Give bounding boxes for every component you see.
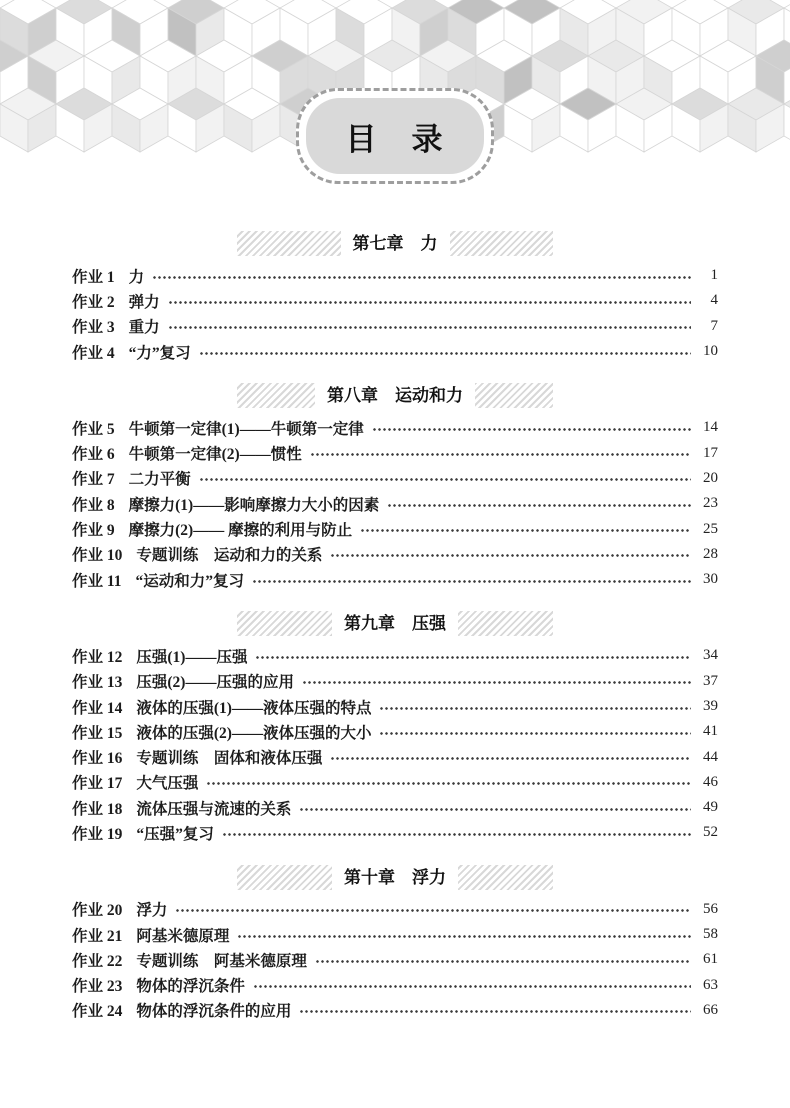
toc-entry — [72, 288, 718, 313]
entry-label: 作业 23 — [72, 978, 123, 996]
dot-leader-icon — [169, 301, 691, 304]
entry-title: 弹力 — [128, 293, 160, 311]
dot-leader-icon — [169, 326, 691, 329]
dot-leader-icon — [388, 504, 691, 507]
toc-list — [72, 415, 718, 592]
entry-page-number: 37 — [703, 672, 718, 689]
entry-page-number: 23 — [703, 495, 718, 512]
toc-entry — [72, 998, 718, 1023]
entry-title: 摩擦力(2)—— 摩擦的利用与防止 — [128, 522, 353, 540]
dot-leader-icon — [153, 276, 691, 279]
entry-label: 作业 4 — [72, 344, 115, 362]
chapter-title: 第十章 浮力 — [332, 865, 458, 890]
entry-title: 浮力 — [136, 902, 168, 920]
entry-title: “压强”复习 — [136, 825, 214, 843]
entry-title: “力”复习 — [128, 344, 191, 362]
entry-label: 作业 14 — [72, 699, 123, 717]
entry-label: 作业 20 — [72, 902, 123, 920]
entry-label: 作业 17 — [72, 775, 123, 793]
entry-title: 流体压强与流速的关系 — [136, 800, 292, 818]
toc-entry — [72, 820, 718, 845]
entry-label: 作业 2 — [72, 293, 115, 311]
toc-section — [72, 231, 718, 364]
entry-page-number: 14 — [703, 419, 718, 436]
entry-page-number: 17 — [703, 444, 718, 461]
entry-label: 作业 22 — [72, 952, 123, 970]
toc-entry — [72, 415, 718, 440]
entry-page-number: 4 — [710, 292, 718, 309]
entry-page-number: 66 — [703, 1001, 718, 1018]
entry-page-number: 1 — [710, 267, 718, 284]
dot-leader-icon — [311, 453, 691, 456]
toc-list — [72, 643, 718, 845]
dot-leader-icon — [373, 428, 691, 431]
chapter-heading-bar — [237, 383, 553, 408]
dot-leader-icon — [331, 554, 691, 557]
toc-list — [72, 263, 718, 364]
dot-leader-icon — [300, 1010, 691, 1013]
chapter-heading-bar — [237, 231, 553, 256]
entry-page-number: 44 — [703, 748, 718, 765]
entry-label: 作业 1 — [72, 268, 115, 286]
toc-entry — [72, 897, 718, 922]
entry-label: 作业 13 — [72, 674, 123, 692]
page-title: 目 录 — [345, 121, 445, 157]
dot-leader-icon — [200, 478, 691, 481]
entry-page-number: 49 — [703, 799, 718, 816]
chapter-heading-bar — [237, 611, 553, 636]
dot-leader-icon — [223, 833, 691, 836]
toc-title-pill — [306, 98, 484, 174]
entry-title: 摩擦力(1)——影响摩擦力大小的因素 — [128, 496, 380, 514]
entry-label: 作业 9 — [72, 522, 115, 540]
toc-entry — [72, 542, 718, 567]
toc-entry — [72, 516, 718, 541]
entry-title: 物体的浮沉条件 — [136, 978, 245, 996]
dot-leader-icon — [253, 580, 691, 583]
dot-leader-icon — [207, 782, 691, 785]
entry-title: 压强(2)——压强的应用 — [136, 674, 294, 692]
entry-label: 作业 6 — [72, 446, 115, 464]
entry-title: “运动和力”复习 — [135, 572, 245, 590]
toc-entry — [72, 744, 718, 769]
entry-title: 力 — [128, 268, 145, 286]
entry-title: 物体的浮沉条件的应用 — [136, 1003, 292, 1021]
toc-entry — [72, 669, 718, 694]
entry-page-number: 28 — [703, 545, 718, 562]
toc-section — [72, 611, 718, 845]
toc-entry — [72, 973, 718, 998]
toc-entry — [72, 694, 718, 719]
entry-title: 二力平衡 — [128, 471, 191, 489]
dot-leader-icon — [300, 808, 691, 811]
entry-page-number: 61 — [703, 951, 718, 968]
entry-page-number: 30 — [703, 571, 718, 588]
toc-title-box — [296, 88, 494, 184]
entry-title: 压强(1)——压强 — [136, 648, 248, 666]
toc-entry — [72, 263, 718, 288]
chapter-title: 第八章 运动和力 — [315, 383, 475, 408]
entry-label: 作业 7 — [72, 471, 115, 489]
toc-entry — [72, 567, 718, 592]
toc-section — [72, 865, 718, 1023]
entry-label: 作业 15 — [72, 724, 123, 742]
entry-label: 作业 5 — [72, 420, 115, 438]
toc-entry — [72, 440, 718, 465]
entry-page-number: 7 — [710, 317, 718, 334]
toc-entry — [72, 719, 718, 744]
toc-list — [72, 897, 718, 1023]
entry-label: 作业 8 — [72, 496, 115, 514]
toc-entry — [72, 922, 718, 947]
toc-entry — [72, 314, 718, 339]
dot-leader-icon — [256, 656, 691, 659]
entry-title: 专题训练 阿基米德原理 — [136, 952, 307, 970]
dot-leader-icon — [380, 732, 691, 735]
entry-label: 作业 16 — [72, 750, 123, 768]
chapter-title: 第九章 压强 — [332, 611, 458, 636]
entry-label: 作业 21 — [72, 927, 123, 945]
dot-leader-icon — [176, 909, 691, 912]
dot-leader-icon — [254, 985, 691, 988]
chapter-title: 第七章 力 — [341, 231, 450, 256]
dot-leader-icon — [380, 707, 691, 710]
entry-page-number: 46 — [703, 773, 718, 790]
decorative-header-band — [0, 0, 790, 185]
entry-page-number: 34 — [703, 647, 718, 664]
entry-title: 液体的压强(1)——液体压强的特点 — [136, 699, 372, 717]
entry-title: 大气压强 — [136, 775, 199, 793]
dot-leader-icon — [200, 352, 691, 355]
entry-label: 作业 24 — [72, 1003, 123, 1021]
entry-page-number: 10 — [703, 343, 718, 360]
entry-title: 重力 — [128, 319, 160, 337]
entry-label: 作业 18 — [72, 800, 123, 818]
toc-entry — [72, 795, 718, 820]
toc-entry — [72, 947, 718, 972]
entry-label: 作业 11 — [72, 572, 122, 590]
toc-entry — [72, 339, 718, 364]
entry-title: 专题训练 固体和液体压强 — [136, 750, 323, 768]
entry-label: 作业 3 — [72, 319, 115, 337]
entry-page-number: 52 — [703, 824, 718, 841]
dot-leader-icon — [238, 935, 691, 938]
toc-section — [72, 383, 718, 592]
toc-entry — [72, 491, 718, 516]
entry-title: 液体的压强(2)——液体压强的大小 — [136, 724, 372, 742]
dot-leader-icon — [331, 757, 691, 760]
toc-entry — [72, 466, 718, 491]
chapter-heading-bar — [237, 865, 553, 890]
toc-content — [0, 231, 790, 1023]
entry-title: 阿基米德原理 — [136, 927, 230, 945]
dot-leader-icon — [361, 529, 691, 532]
entry-page-number: 25 — [703, 520, 718, 537]
entry-page-number: 58 — [703, 926, 718, 943]
entry-page-number: 41 — [703, 723, 718, 740]
dot-leader-icon — [316, 960, 691, 963]
entry-title: 牛顿第一定律(2)——惯性 — [128, 446, 302, 464]
toc-entry — [72, 770, 718, 795]
entry-page-number: 20 — [703, 469, 718, 486]
entry-label: 作业 12 — [72, 648, 123, 666]
toc-entry — [72, 643, 718, 668]
entry-title: 牛顿第一定律(1)——牛顿第一定律 — [128, 420, 364, 438]
dot-leader-icon — [303, 681, 691, 684]
entry-page-number: 56 — [703, 900, 718, 917]
entry-title: 专题训练 运动和力的关系 — [136, 547, 323, 565]
entry-page-number: 39 — [703, 698, 718, 714]
entry-page-number: 63 — [703, 976, 718, 993]
entry-label: 作业 10 — [72, 547, 123, 565]
entry-label: 作业 19 — [72, 825, 123, 843]
